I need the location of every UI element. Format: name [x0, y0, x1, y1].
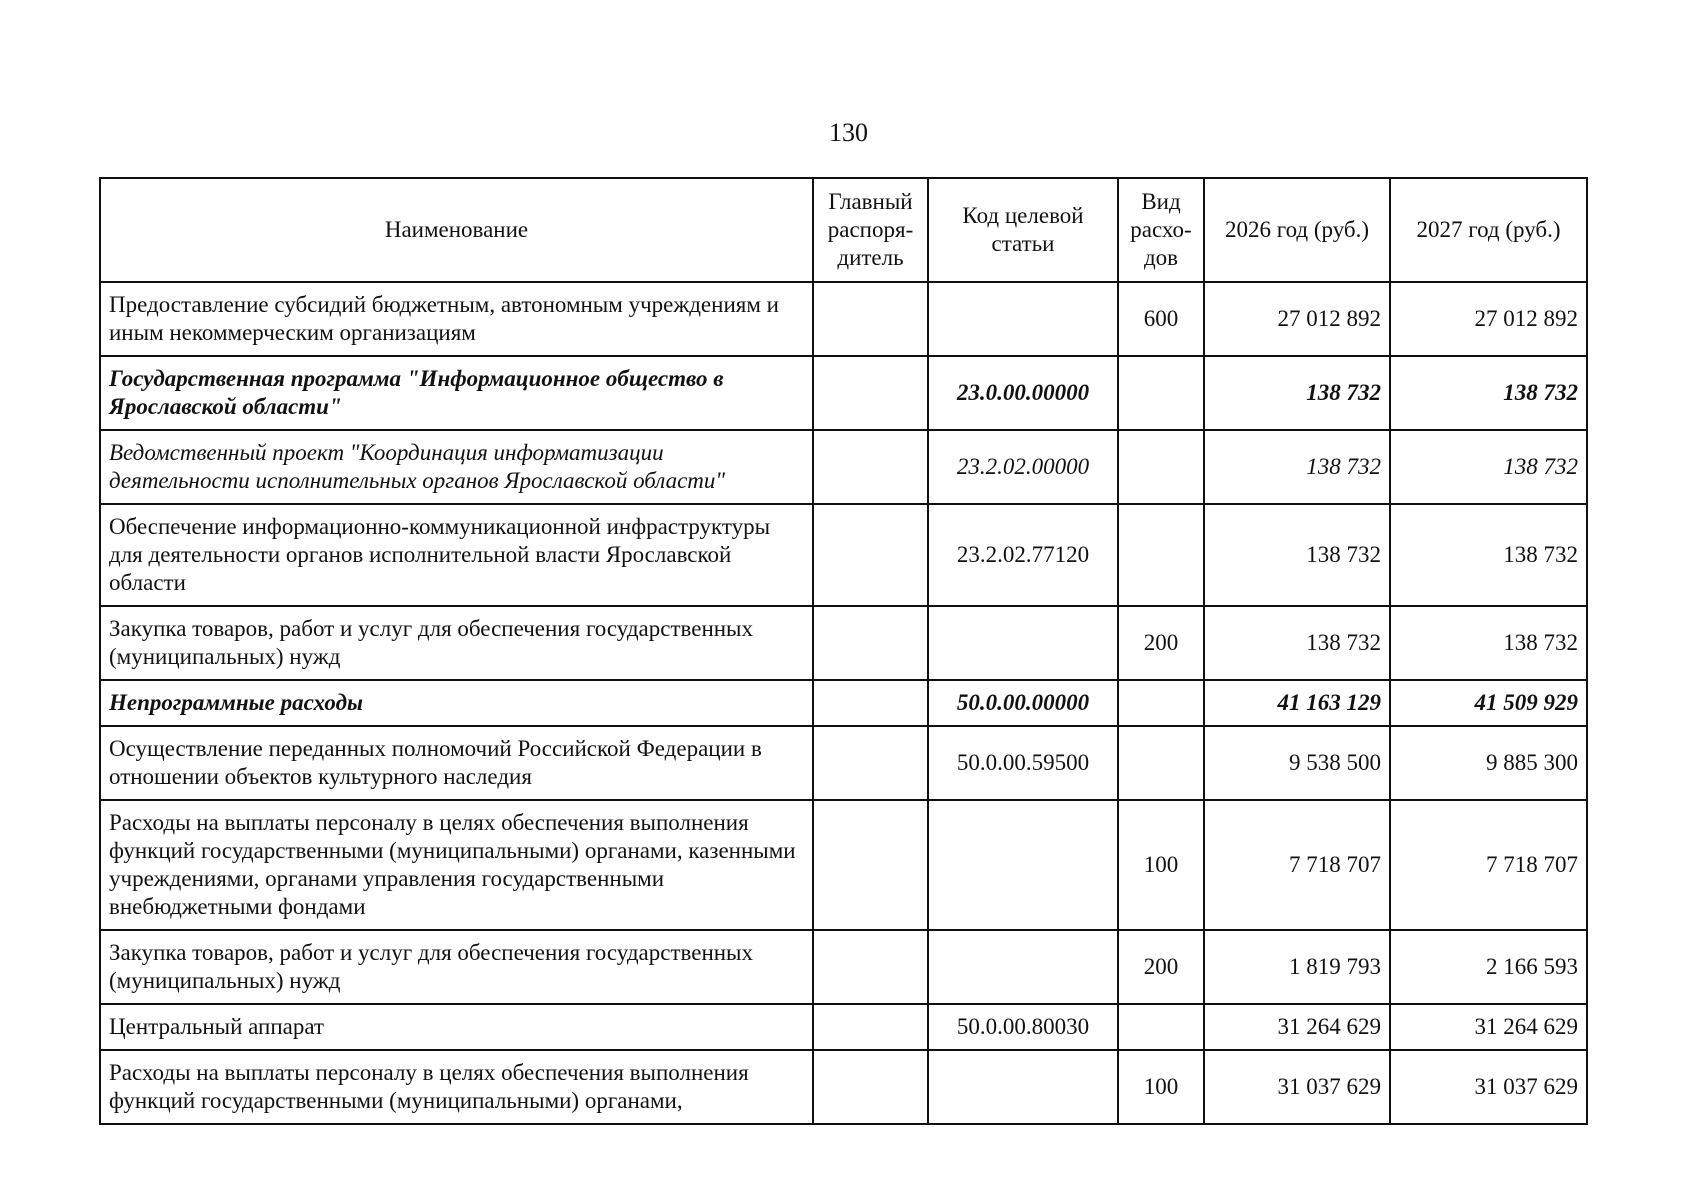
row-name: Расходы на выплаты персоналу в целях обеспечения выполнения функций государственными (муниципальными) органами,	[100, 1050, 813, 1124]
row-manager	[813, 606, 928, 680]
row-kind: 200	[1118, 930, 1204, 1004]
table-row	[100, 282, 1587, 356]
row-kind: 600	[1118, 282, 1204, 356]
row-kind	[1118, 726, 1204, 800]
table-row	[100, 1050, 1587, 1124]
row-kind	[1118, 504, 1204, 606]
row-manager	[813, 282, 928, 356]
row-code: 50.0.00.80030	[928, 1004, 1118, 1050]
row-name: Непрограммные расходы	[100, 680, 813, 726]
row-2027: 2 166 593	[1390, 930, 1587, 1004]
row-2026: 138 732	[1204, 504, 1390, 606]
row-code	[928, 282, 1118, 356]
row-code: 23.2.02.00000	[928, 430, 1118, 504]
header-kind: Вид расхо-дов	[1118, 178, 1204, 282]
row-kind: 100	[1118, 800, 1204, 930]
table-row	[100, 680, 1587, 726]
table-header-row	[100, 178, 1587, 282]
row-code: 50.0.00.00000	[928, 680, 1118, 726]
header-2026: 2026 год (руб.)	[1204, 178, 1390, 282]
page-number: 130	[829, 118, 868, 147]
header-code: Код целевой статьи	[928, 178, 1118, 282]
row-2026: 27 012 892	[1204, 282, 1390, 356]
row-name: Закупка товаров, работ и услуг для обеспечения государственных (муниципальных) нужд	[100, 606, 813, 680]
row-2027: 7 718 707	[1390, 800, 1587, 930]
row-manager	[813, 1050, 928, 1124]
row-name: Предоставление субсидий бюджетным, автономным учреждениям и иным некоммерческим организациям	[100, 282, 813, 356]
header-name: Наименование	[100, 178, 813, 282]
row-manager	[813, 430, 928, 504]
row-manager	[813, 726, 928, 800]
row-2027: 41 509 929	[1390, 680, 1587, 726]
row-2027: 9 885 300	[1390, 726, 1587, 800]
row-name: Осуществление переданных полномочий Российской Федерации в отношении объектов культурного наследия	[100, 726, 813, 800]
row-2027: 138 732	[1390, 606, 1587, 680]
row-code: 50.0.00.59500	[928, 726, 1118, 800]
row-code	[928, 800, 1118, 930]
row-name: Обеспечение информационно-коммуникационной инфраструктуры для деятельности органов исполнительной власти Ярославской области	[100, 504, 813, 606]
row-2026: 138 732	[1204, 356, 1390, 430]
row-2026: 1 819 793	[1204, 930, 1390, 1004]
budget-table	[99, 177, 1588, 1125]
header-manager: Главный распоря-дитель	[813, 178, 928, 282]
row-kind	[1118, 356, 1204, 430]
table-row	[100, 606, 1587, 680]
row-kind: 100	[1118, 1050, 1204, 1124]
row-2027: 138 732	[1390, 430, 1587, 504]
row-kind	[1118, 680, 1204, 726]
row-kind	[1118, 1004, 1204, 1050]
row-2026: 31 037 629	[1204, 1050, 1390, 1124]
header-2027: 2027 год (руб.)	[1390, 178, 1587, 282]
row-kind	[1118, 430, 1204, 504]
row-name: Центральный аппарат	[100, 1004, 813, 1050]
row-manager	[813, 504, 928, 606]
row-name: Закупка товаров, работ и услуг для обеспечения государственных (муниципальных) нужд	[100, 930, 813, 1004]
row-2026: 9 538 500	[1204, 726, 1390, 800]
row-manager	[813, 356, 928, 430]
table-row	[100, 800, 1587, 930]
row-code	[928, 606, 1118, 680]
table-row	[100, 356, 1587, 430]
row-manager	[813, 800, 928, 930]
row-2027: 31 037 629	[1390, 1050, 1587, 1124]
table-row	[100, 1004, 1587, 1050]
table-row	[100, 726, 1587, 800]
row-2026: 41 163 129	[1204, 680, 1390, 726]
row-code: 23.0.00.00000	[928, 356, 1118, 430]
row-2027: 138 732	[1390, 504, 1587, 606]
row-name: Ведомственный проект "Координация информатизации деятельности исполнительных органов Ярославской области"	[100, 430, 813, 504]
table-row	[100, 930, 1587, 1004]
row-manager	[813, 930, 928, 1004]
row-code	[928, 930, 1118, 1004]
row-2027: 138 732	[1390, 356, 1587, 430]
row-code	[928, 1050, 1118, 1124]
row-kind: 200	[1118, 606, 1204, 680]
row-2026: 31 264 629	[1204, 1004, 1390, 1050]
row-manager	[813, 1004, 928, 1050]
row-2026: 138 732	[1204, 430, 1390, 504]
row-2026: 7 718 707	[1204, 800, 1390, 930]
table-row	[100, 430, 1587, 504]
row-2026: 138 732	[1204, 606, 1390, 680]
row-name: Государственная программа "Информационное общество в Ярославской области"	[100, 356, 813, 430]
row-code: 23.2.02.77120	[928, 504, 1118, 606]
row-2027: 31 264 629	[1390, 1004, 1587, 1050]
row-manager	[813, 680, 928, 726]
row-name: Расходы на выплаты персоналу в целях обеспечения выполнения функций государственными (муниципальными) органами, казенными учреждениями, органами управления государственными внебюджетными фондами	[100, 800, 813, 930]
row-2027: 27 012 892	[1390, 282, 1587, 356]
table-row	[100, 504, 1587, 606]
